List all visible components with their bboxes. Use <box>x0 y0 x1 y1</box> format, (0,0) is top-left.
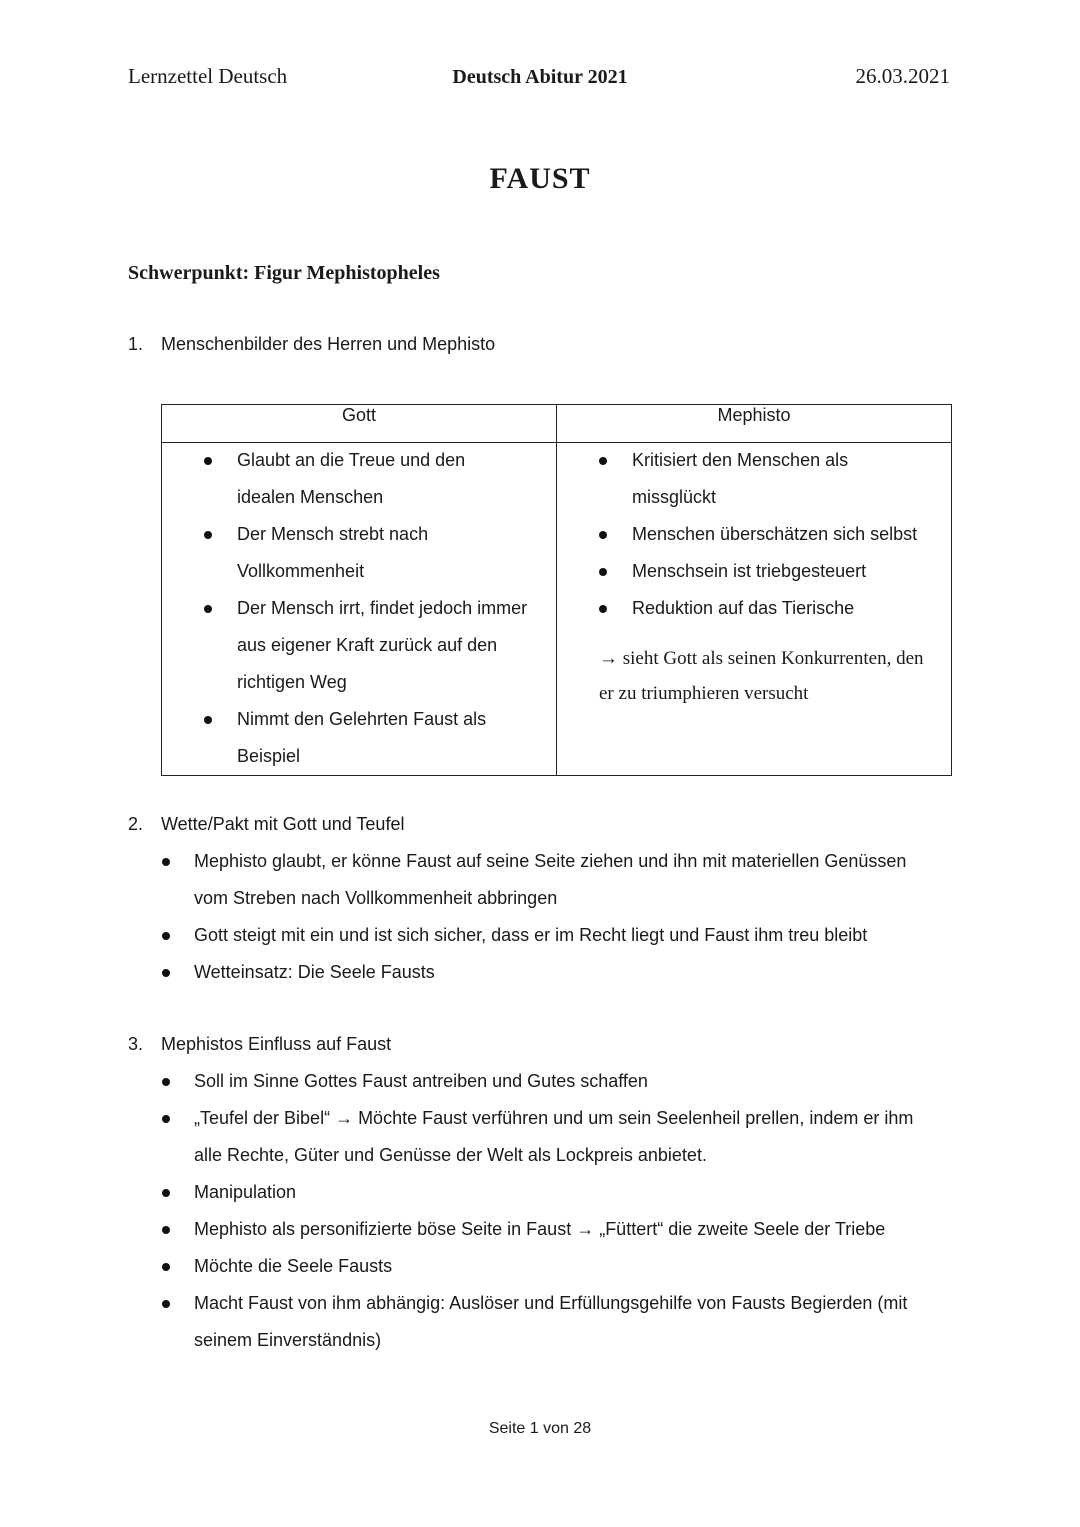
bullet-icon <box>162 858 170 866</box>
bullet-icon <box>204 531 212 539</box>
section-2-list <box>161 843 951 991</box>
section-2-heading <box>128 814 404 835</box>
focus-heading: Schwerpunkt: Figur Mephistopheles <box>128 262 440 284</box>
bullet-icon <box>162 1189 170 1197</box>
bullet-icon <box>162 932 170 940</box>
header-date: 26.03.2021 <box>855 64 950 88</box>
list-item: Der Mensch irrt, findet jedoch immer aus eigener Kraft zurück auf den richtigen Weg <box>162 590 556 701</box>
bullet-icon <box>162 1078 170 1086</box>
list-item: Reduktion auf das Tierische <box>557 590 951 627</box>
list-item: Möchte die Seele Fausts <box>161 1248 951 1285</box>
bullet-icon <box>162 969 170 977</box>
bullet-icon <box>204 716 212 724</box>
list-item: Mephisto glaubt, er könne Faust auf seine Seite ziehen und ihn mit materiellen Genüssen vom Streben nach Vollkommenheit abbringen <box>161 843 951 917</box>
section-1-title: Menschenbilder des Herren und Mephisto <box>161 334 496 354</box>
list-item: Mephisto als personifizierte böse Seite in Faust → „Füttert“ die zweite Seele der Triebe <box>161 1211 951 1248</box>
section-1-heading <box>128 334 495 355</box>
list-item: Menschsein ist triebgesteuert <box>557 553 951 590</box>
bullet-icon <box>204 605 212 613</box>
bullet-icon <box>599 568 607 576</box>
list-item: Kritisiert den Menschen als missglückt <box>557 442 951 516</box>
header-center: Deutsch Abitur 2021 <box>452 66 628 88</box>
bullet-icon <box>162 1300 170 1308</box>
section-1-number: 1. <box>128 334 144 354</box>
mephisto-conclusion: → sieht Gott als seinen Konkurrenten, den er zu triumphieren versucht <box>599 648 924 704</box>
list-item: Gott steigt mit ein und ist sich sicher, dass er im Recht liegt und Faust ihm treu bleibt <box>161 917 951 954</box>
bullet-icon <box>599 605 607 613</box>
table-header-mephisto: Mephisto <box>557 405 952 443</box>
section-3-number: 3. <box>128 1034 144 1054</box>
list-item: Nimmt den Gelehrten Faust als Beispiel <box>162 701 556 775</box>
section-2-number: 2. <box>128 814 144 834</box>
section-3-heading <box>128 1034 391 1055</box>
header-left: Lernzettel Deutsch <box>128 64 288 88</box>
table-cell-mephisto <box>557 443 952 776</box>
list-item: „Teufel der Bibel“ → Möchte Faust verführen und um sein Seelenheil prellen, indem er ihm alle Rechte, Güter und Genüsse der Welt als Lockpreis anbietet. <box>161 1100 951 1174</box>
section-2-title: Wette/Pakt mit Gott und Teufel <box>161 814 405 834</box>
bullet-icon <box>162 1263 170 1271</box>
section-3-list <box>161 1063 951 1359</box>
bullet-icon <box>599 457 607 465</box>
bullet-icon <box>204 457 212 465</box>
table-cell-gott <box>162 443 557 776</box>
bullet-icon <box>162 1115 170 1123</box>
list-item: Der Mensch strebt nach Vollkommenheit <box>162 516 556 590</box>
bullet-icon <box>599 531 607 539</box>
list-item: Glaubt an die Treue und den idealen Menschen <box>162 442 556 516</box>
list-item: Manipulation <box>161 1174 951 1211</box>
bullet-icon <box>162 1226 170 1234</box>
table-header-gott: Gott <box>162 405 557 443</box>
list-item: Wetteinsatz: Die Seele Fausts <box>161 954 951 991</box>
section-3-title: Mephistos Einfluss auf Faust <box>161 1034 392 1054</box>
page-footer: Seite 1 von 28 <box>488 1420 592 1437</box>
list-item: Macht Faust von ihm abhängig: Auslöser und Erfüllungsgehilfe von Fausts Begierden (mit seinem Einverständnis) <box>161 1285 951 1359</box>
list-item: Menschen überschätzen sich selbst <box>557 516 951 553</box>
page-title: FAUST <box>489 162 591 195</box>
list-item: Soll im Sinne Gottes Faust antreiben und Gutes schaffen <box>161 1063 951 1100</box>
comparison-table <box>161 404 952 776</box>
